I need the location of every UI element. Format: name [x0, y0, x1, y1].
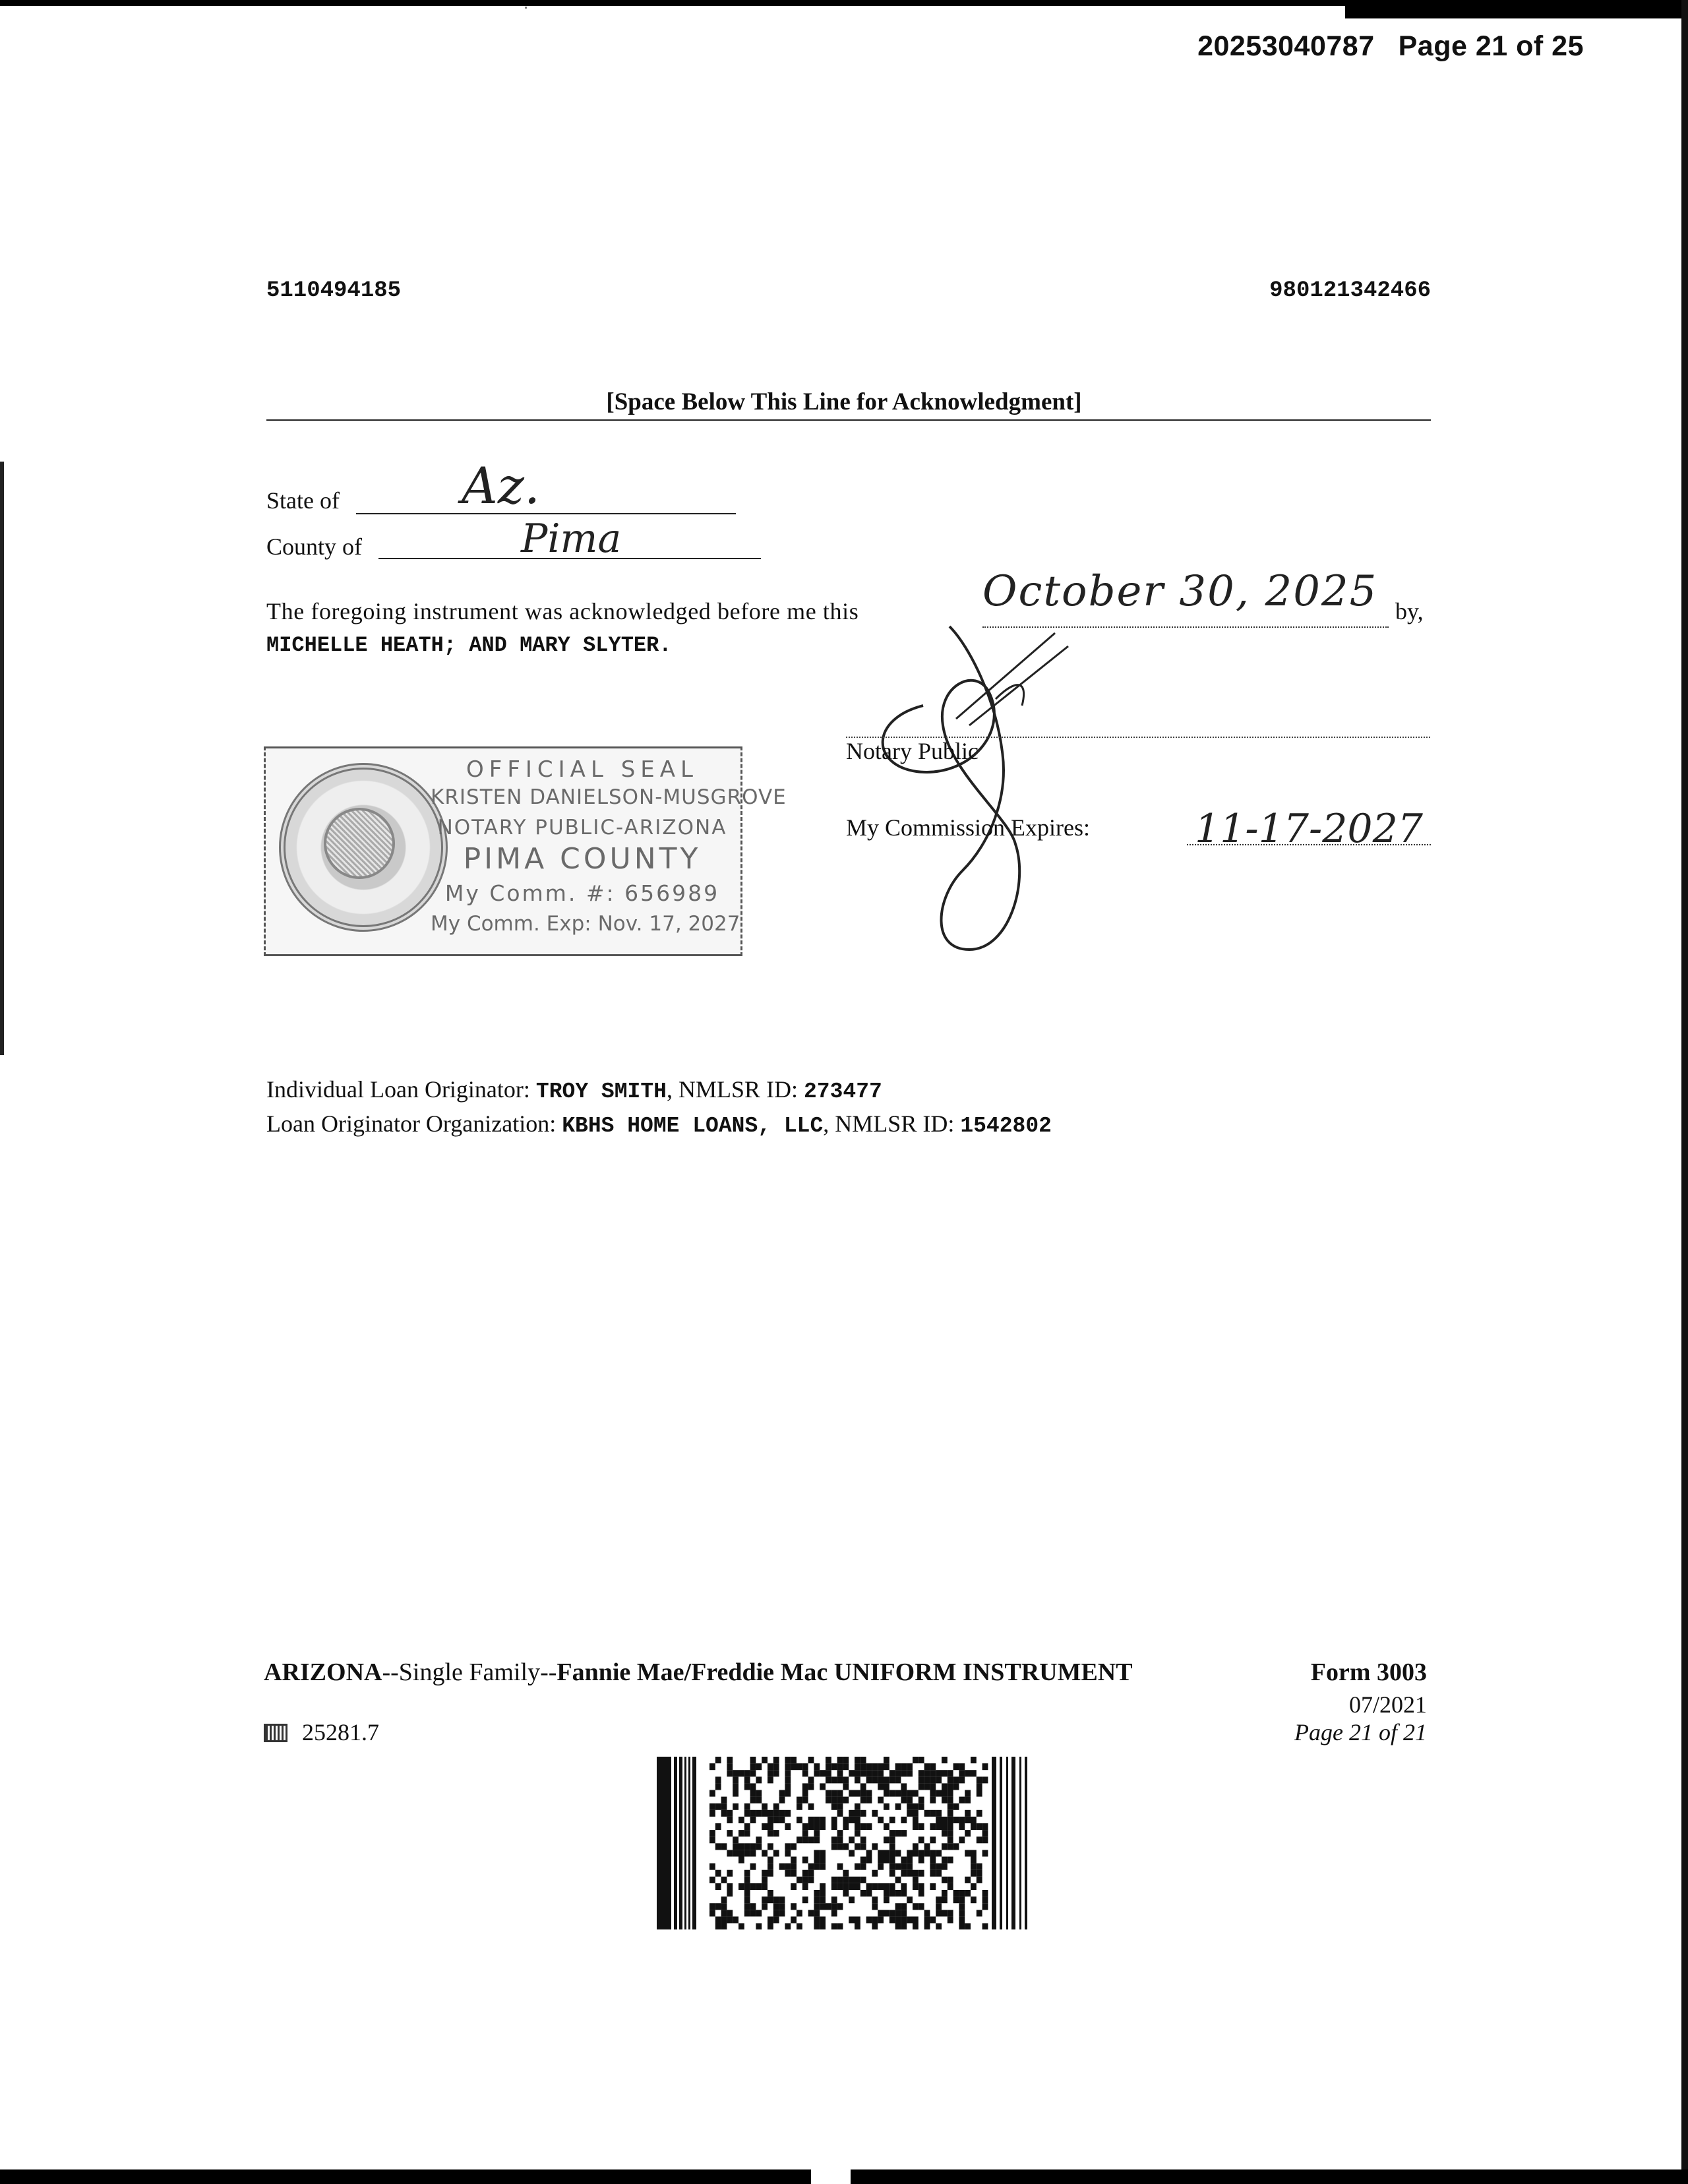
barcode-modules: [657, 1757, 1027, 1929]
individual-originator-label: Individual Loan Originator:: [266, 1076, 530, 1103]
form-title-type: --Single Family--: [382, 1658, 557, 1686]
individual-nmlsr-id: 273477: [803, 1079, 882, 1104]
ellie-mae-logo-icon: [264, 1724, 287, 1742]
recording-header: [1174, 30, 1584, 63]
notary-public-label: Notary Public: [846, 738, 979, 764]
document-code: [264, 1718, 379, 1746]
organization-label: Loan Originator Organization:: [266, 1110, 557, 1137]
seal-commission-expiration: My Comm. Exp: Nov. 17, 2027: [431, 912, 740, 936]
document-code-number: 25281.7: [302, 1719, 379, 1745]
seal-emblem: [324, 808, 395, 879]
county-label: County of: [266, 533, 363, 560]
organization-nmlsr-id: 1542802: [960, 1114, 1052, 1138]
acknowledgment-statement: The foregoing instrument was acknowledged before me this: [266, 598, 859, 624]
scan-right-edge: [1681, 0, 1688, 2184]
loan-originator-block: [266, 1074, 1052, 1142]
commission-expires-label: My Commission Expires:: [846, 814, 1091, 841]
seal-official: OFFICIAL SEAL: [466, 756, 698, 783]
seal-notary-name: KRISTEN DANIELSON-MUSGROVE: [431, 785, 787, 809]
individual-originator-name: TROY SMITH: [535, 1079, 667, 1104]
seal-commission-number: My Comm. #: 656989: [444, 880, 720, 906]
loan-number-right: 980121342466: [1269, 278, 1431, 303]
commission-date: 11-17-2027: [1195, 806, 1423, 852]
state-value: Az.: [462, 456, 541, 515]
county-value: Pima: [521, 516, 622, 562]
acknowledgment-by: by,: [1395, 598, 1424, 624]
scan-top-edge-bar: [1345, 0, 1688, 18]
acknowledgment-heading: [Space Below This Line for Acknowledgment]: [606, 388, 1082, 415]
individual-originator-line: [266, 1074, 1052, 1108]
arizona-state-seal-icon: [279, 763, 448, 932]
state-label: State of: [266, 487, 340, 514]
form-title-state: ARIZONA: [264, 1658, 382, 1686]
seal-notary-title: NOTARY PUBLIC-ARIZONA: [437, 816, 727, 839]
form-title: [264, 1658, 1133, 1687]
recording-page-label: Page 21 of 25: [1398, 30, 1584, 62]
notary-signature: [857, 620, 1134, 963]
loan-number-left: 5110494185: [266, 278, 402, 303]
scan-speck: [525, 7, 527, 9]
pdf417-barcode: [657, 1757, 1031, 1929]
organization-originator-line: [266, 1108, 1052, 1142]
form-page: Page 21 of 21: [1294, 1719, 1427, 1745]
notary-seal-stamp: [264, 746, 787, 956]
form-date: 07/2021: [1348, 1691, 1427, 1718]
seal-county: PIMA COUNTY: [463, 842, 702, 876]
individual-nmlsr-label: , NMLSR ID:: [666, 1076, 798, 1103]
scan-left-edge: [0, 462, 4, 1055]
form-number: Form 3003: [1310, 1658, 1427, 1686]
heading-rule: [266, 419, 1431, 421]
recording-number: 20253040787: [1197, 30, 1375, 62]
acknowledgment-date: October 30, 2025: [982, 567, 1378, 616]
state-line: [356, 513, 736, 514]
organization-name: KBHS HOME LOANS, LLC: [562, 1114, 824, 1138]
organization-nmlsr-label: , NMLSR ID:: [823, 1110, 955, 1137]
signer-names: MICHELLE HEATH; AND MARY SLYTER.: [266, 633, 672, 657]
scan-bottom-gap: [811, 2169, 851, 2184]
form-title-issuer: Fannie Mae/Freddie Mac UNIFORM INSTRUMENT: [557, 1658, 1133, 1686]
